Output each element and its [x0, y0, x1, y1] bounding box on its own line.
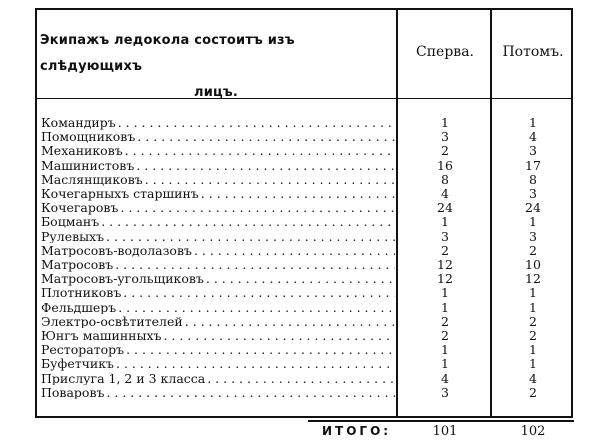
row-name-label: Помощниковъ — [41, 130, 136, 144]
row-name-label: Плотниковъ — [41, 286, 122, 300]
row-name-label: Машинистовъ — [41, 158, 135, 173]
table-row — [0, 329, 600, 343]
row-value-first: 2 — [441, 313, 449, 329]
row-name-label: Матросовъ — [41, 258, 114, 272]
row-name — [41, 329, 395, 343]
table-heading-line2: лицъ. — [194, 85, 238, 100]
row-value-later: 1 — [529, 356, 537, 372]
total-first: 101 — [432, 424, 458, 439]
row-value-first: 3 — [441, 228, 449, 244]
row-value-later: 2 — [529, 384, 537, 400]
row-name-label: Прислуга 1, 2 и 3 класса — [41, 371, 206, 386]
table-row — [0, 286, 600, 300]
row-name-label: Кочегарныхъ старшинъ — [41, 187, 199, 201]
row-name-label: Поваровъ — [41, 385, 105, 400]
row-name — [41, 215, 395, 229]
row-name — [41, 230, 395, 244]
row-name-label: Буфетчикъ — [41, 357, 114, 371]
row-value-later: 2 — [529, 328, 537, 343]
row-name — [41, 315, 395, 329]
row-name — [41, 130, 395, 144]
table-row — [0, 187, 600, 201]
row-value-first: 12 — [437, 271, 453, 287]
row-value-later: 3 — [529, 228, 537, 244]
table-row — [0, 244, 600, 258]
row-name-label: Рулевыхъ — [41, 229, 105, 244]
row-name — [41, 272, 395, 286]
row-name — [41, 116, 395, 130]
row-value-later: 1 — [529, 115, 537, 130]
table-row — [0, 201, 600, 215]
row-name — [41, 386, 395, 400]
row-value-later: 24 — [525, 200, 541, 216]
row-value-first: 24 — [437, 200, 453, 216]
total-underline — [308, 420, 574, 422]
row-name — [41, 258, 395, 272]
table-row — [0, 272, 600, 286]
row-value-later: 2 — [529, 313, 537, 329]
row-value-first: 1 — [441, 285, 449, 301]
row-name — [41, 173, 395, 187]
row-name — [41, 201, 395, 215]
table-row — [0, 230, 600, 244]
row-value-first: 2 — [441, 242, 449, 258]
total-label: ИТОГО: — [322, 424, 392, 438]
row-value-first: 16 — [437, 157, 453, 173]
row-value-later: 2 — [529, 242, 537, 258]
row-name-label: Маслянщиковъ — [41, 172, 143, 187]
row-name-label: Матросовъ-водолазовъ — [41, 243, 192, 258]
row-value-first: 4 — [441, 370, 449, 386]
row-value-later: 1 — [529, 299, 537, 315]
row-value-later: 4 — [529, 129, 537, 145]
table-row — [0, 144, 600, 158]
table-row — [0, 357, 600, 371]
table-row — [0, 173, 600, 187]
row-name-label: Электро-освѣтителей — [41, 314, 183, 329]
row-value-first: 2 — [441, 328, 449, 343]
row-value-later: 3 — [529, 186, 537, 201]
row-name-label: Командиръ — [41, 116, 116, 130]
table-row — [0, 372, 600, 386]
row-name-label: Матросовъ-угольщиковъ — [41, 272, 204, 286]
row-name — [41, 357, 395, 371]
row-name — [41, 343, 395, 357]
row-value-first: 12 — [437, 257, 453, 272]
row-name — [41, 159, 395, 173]
row-name — [41, 372, 395, 386]
row-value-later: 17 — [525, 157, 541, 173]
row-value-first: 1 — [441, 214, 449, 230]
column-header-first: Сперва. — [416, 44, 474, 60]
row-value-later: 1 — [529, 342, 537, 358]
table-row — [0, 386, 600, 400]
row-value-later: 1 — [529, 285, 537, 301]
row-value-first: 1 — [441, 342, 449, 358]
row-value-later: 8 — [529, 171, 537, 187]
row-value-later: 4 — [529, 370, 537, 386]
table-row — [0, 215, 600, 229]
row-value-later: 10 — [525, 257, 541, 272]
row-value-first: 1 — [441, 299, 449, 315]
row-name-label: Кочегаровъ — [41, 201, 119, 215]
row-name — [41, 244, 395, 258]
total-later: 102 — [520, 424, 546, 439]
total-row — [0, 424, 600, 442]
table-heading-line1: Экипажъ ледокола состоитъ изъ слѣдующихъ — [40, 33, 295, 74]
row-value-later: 1 — [529, 214, 537, 230]
table-heading — [40, 28, 392, 106]
table-row — [0, 130, 600, 144]
table-row — [0, 258, 600, 272]
row-name — [41, 187, 395, 201]
row-name — [41, 286, 395, 300]
row-name-label: Боцманъ — [41, 215, 100, 229]
column-header-later: Потомъ. — [502, 44, 564, 60]
row-value-later: 12 — [525, 271, 541, 287]
table-row — [0, 301, 600, 315]
table-row — [0, 315, 600, 329]
row-name — [41, 144, 395, 158]
row-name — [41, 301, 395, 315]
row-name-label: Рестораторъ — [41, 343, 125, 357]
table-row — [0, 116, 600, 130]
table-row — [0, 343, 600, 357]
row-name-label: Фельдшеръ — [41, 300, 117, 315]
row-value-first: 8 — [441, 171, 449, 187]
row-value-first: 1 — [441, 356, 449, 372]
row-name-label: Юнгъ машинныхъ — [41, 329, 162, 343]
row-value-first: 4 — [441, 186, 449, 201]
row-value-first: 3 — [441, 129, 449, 145]
table-row — [0, 159, 600, 173]
row-value-first: 3 — [441, 384, 449, 400]
row-value-first: 1 — [441, 115, 449, 130]
row-value-later: 3 — [529, 143, 537, 159]
row-value-first: 2 — [441, 143, 449, 159]
row-name-label: Механиковъ — [41, 144, 123, 158]
